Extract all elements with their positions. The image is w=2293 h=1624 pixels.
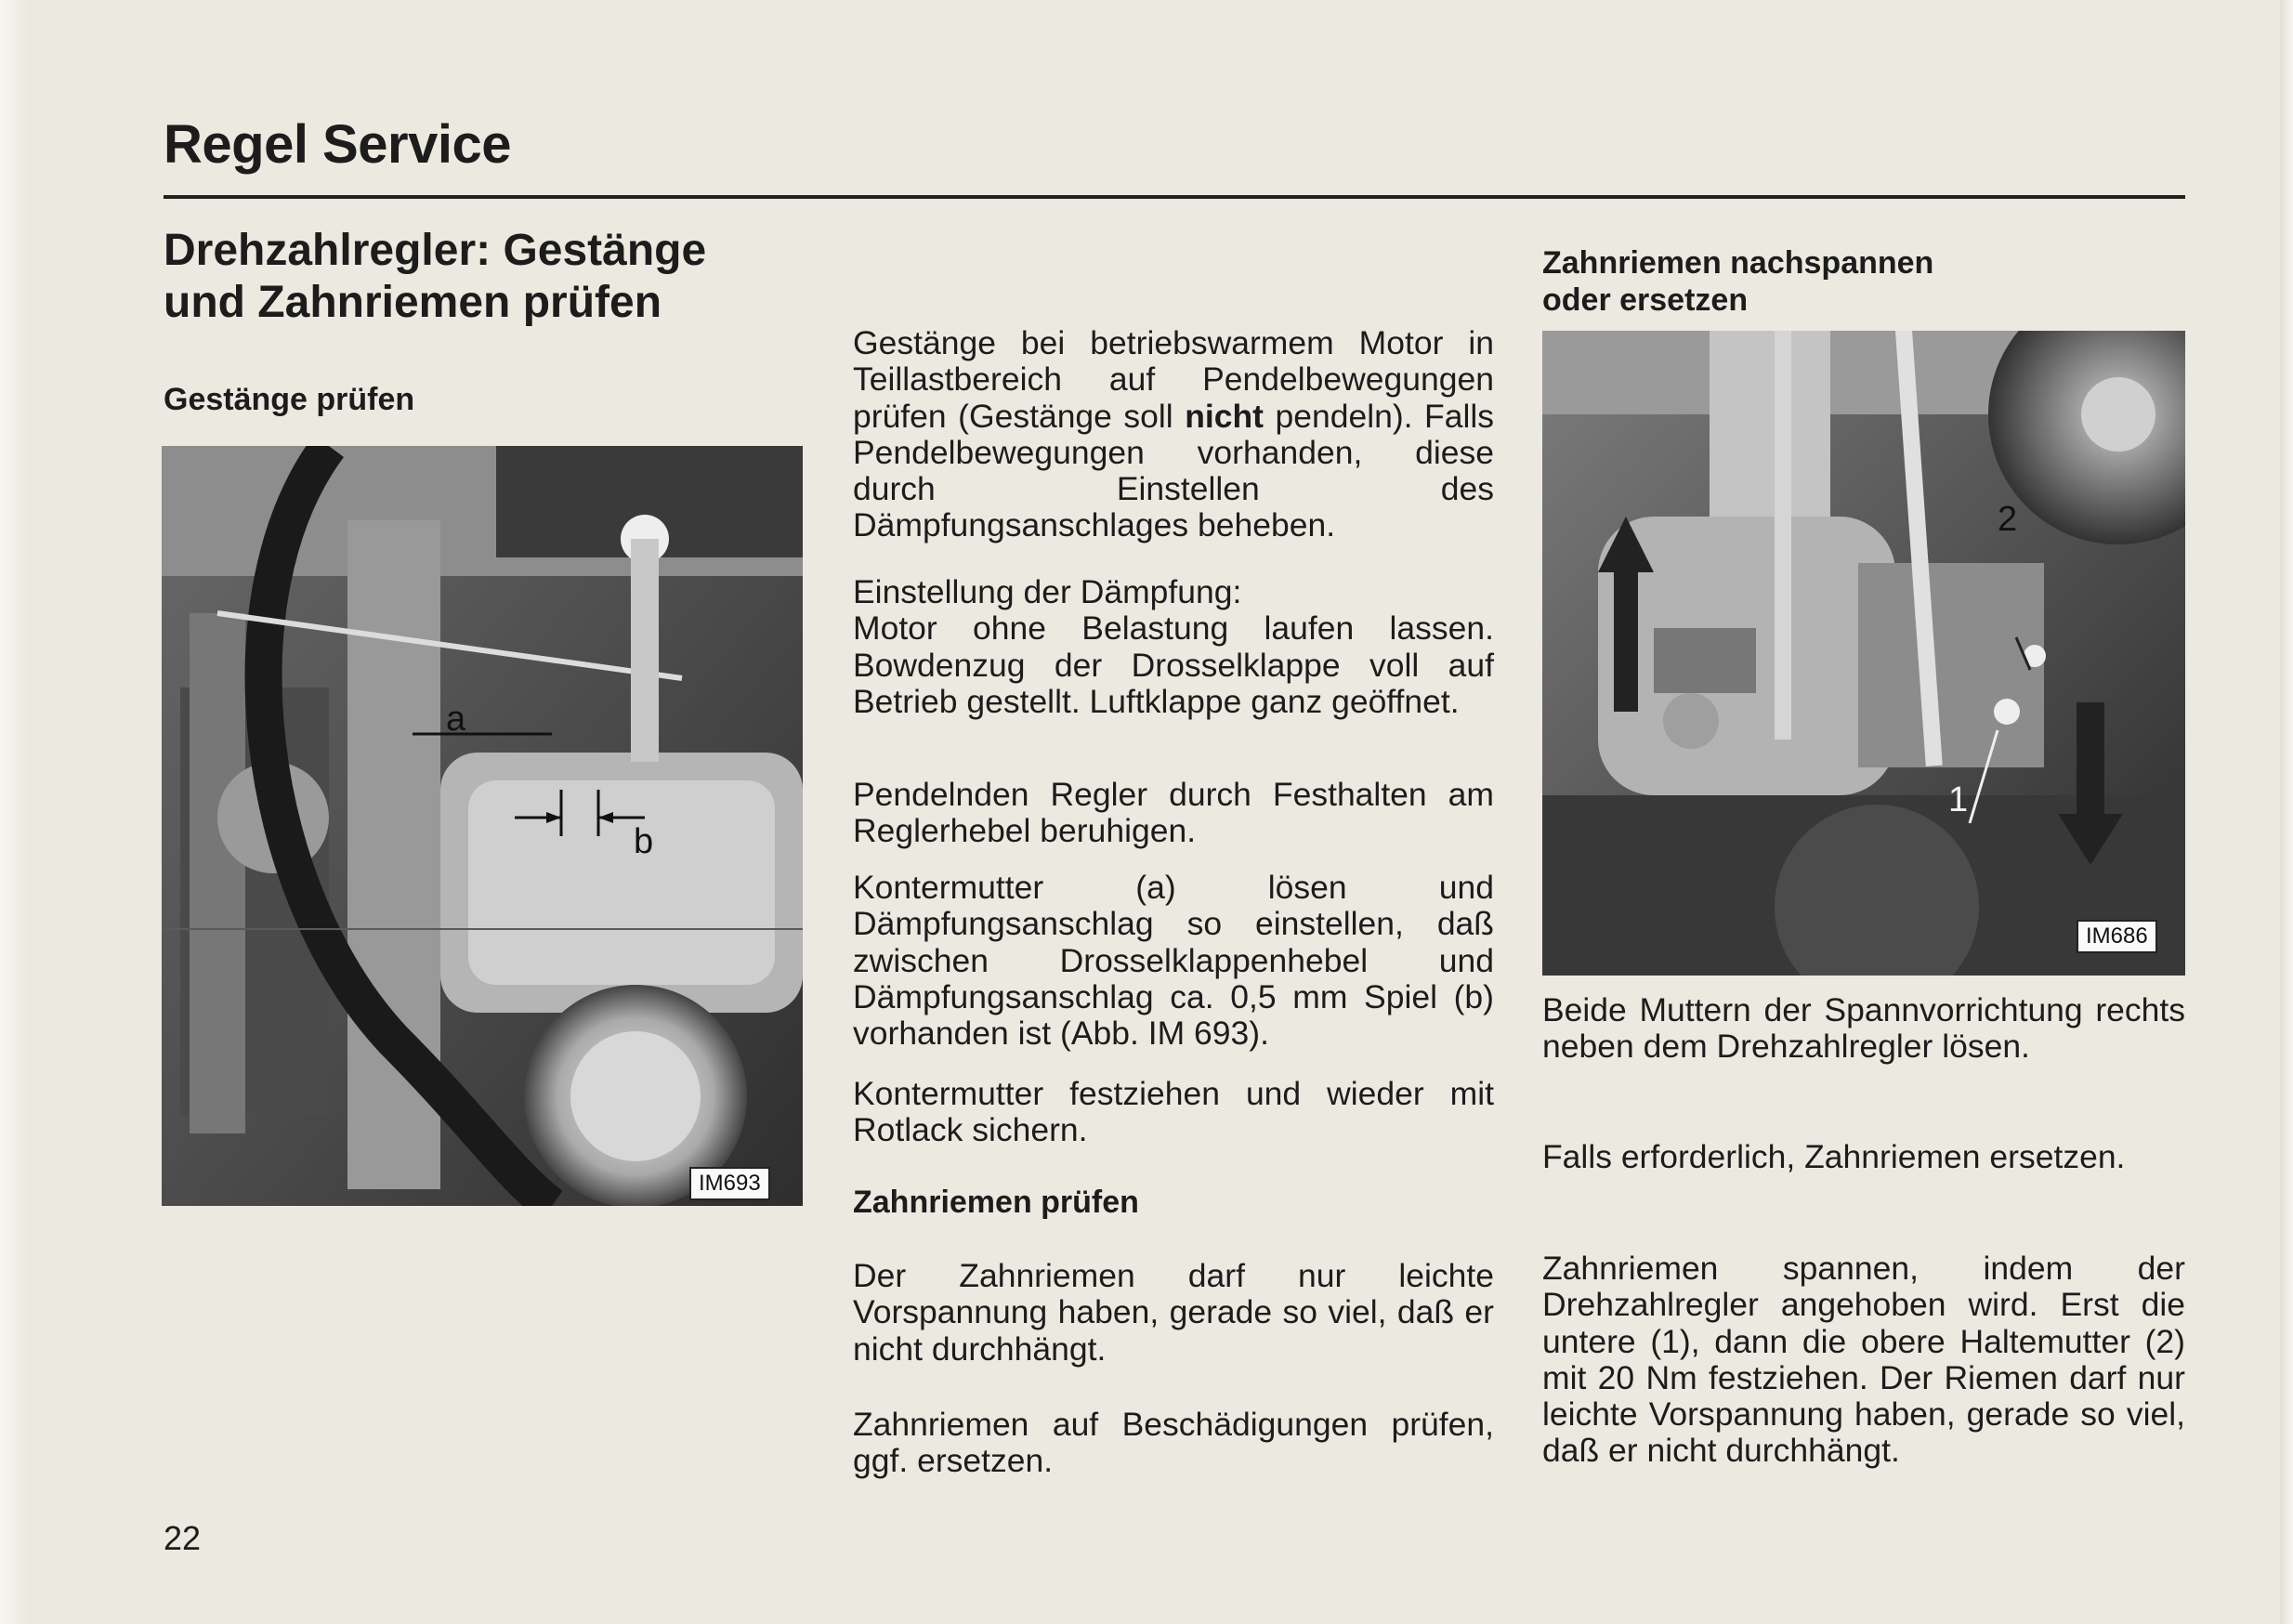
subheading-line2: oder ersetzen	[1542, 282, 1749, 318]
paragraph-muttern-loesen: Beide Muttern der Spannvorrichtung rechts neben dem Drehzahlregler lösen.	[1542, 991, 2185, 1066]
page-gutter	[0, 0, 30, 1624]
subheading-gestaenge: Gestänge prüfen	[164, 382, 415, 417]
page-title: Regel Service	[164, 114, 511, 175]
para1-text-a: Gestänge bei betriebswarmem Motor in Teillastbereich auf Pendelbewegungen prüfen (Gestänge soll	[853, 324, 1494, 435]
paragraph-kontermutter-festziehen: Kontermutter festziehen und wieder mit Rotlack sichern.	[853, 1075, 1494, 1149]
callout-b: b	[634, 822, 654, 861]
figure-label-im693: IM693	[689, 1167, 770, 1200]
figure-im686-photo	[1542, 331, 2185, 976]
paragraph-einstellung-daempfung	[853, 574, 1494, 720]
section-title	[164, 225, 814, 329]
figure-label-im686: IM686	[2077, 920, 2157, 953]
paragraph-zahnriemen-beschaedigung: Zahnriemen auf Beschädigungen prüfen, ggf. ersetzen.	[853, 1406, 1494, 1480]
page-edge	[2280, 0, 2293, 1624]
header-rule	[164, 195, 2185, 199]
paragraph-regler-beruhigen: Pendelnden Regler durch Festhalten am Reglerhebel beruhigen.	[853, 776, 1494, 850]
para2-heading-line: Einstellung der Dämpfung:	[853, 573, 1242, 610]
figure-im693-photo	[162, 446, 803, 1206]
callout-1: 1	[1948, 780, 1969, 819]
engine-linkage-illustration	[162, 446, 803, 1206]
paragraph-zahnriemen-ersetzen: Falls erforderlich, Zahnriemen ersetzen.	[1542, 1138, 2126, 1175]
subheading-line1: Zahnriemen nachspannen	[1542, 245, 1934, 281]
section-title-line2: und Zahnriemen prüfen	[164, 278, 662, 327]
belt-tensioner-illustration	[1542, 331, 2185, 976]
paragraph-gestaenge-pruefen	[853, 325, 1494, 544]
section-title-line1: Drehzahlregler: Gestänge	[164, 226, 707, 275]
callout-2: 2	[1998, 500, 2018, 539]
subheading-zahnriemen-nachspannen	[1542, 244, 1933, 319]
paragraph-zahnriemen-vorspannung: Der Zahnriemen darf nur leichte Vorspannung haben, gerade so viel, daß er nicht durchhängt.	[853, 1257, 1494, 1368]
callout-a: a	[446, 700, 466, 739]
paragraph-kontermutter-loesen: Kontermutter (a) lösen und Dämpfungsanschlag so einstellen, daß zwischen Drosselklappenhebel und Dämpfungsanschlag ca. 0,5 mm Spiel (b) vorhanden ist (Abb. IM 693).	[853, 869, 1494, 1053]
subheading-zahnriemen-pruefen: Zahnriemen prüfen	[853, 1185, 1139, 1220]
para1-text-b: pendeln). Falls Pendelbewegungen vorhanden, diese durch Einstellen des Dämpfungsanschlages beheben.	[853, 397, 1495, 544]
page-number: 22	[164, 1519, 202, 1557]
para1-bold: nicht	[1185, 397, 1264, 435]
para2-body: Motor ohne Belastung laufen lassen. Bowdenzug der Drosselklappe voll auf Betrieb gestellt. Luftklappe ganz geöffnet.	[853, 609, 1494, 720]
paragraph-zahnriemen-spannen: Zahnriemen spannen, indem der Drehzahlregler angehoben wird. Erst die untere (1), dann die obere Haltemutter (2) mit 20 Nm festziehen. Der Riemen darf nur leichte Vorspannung haben, gerade so viel, daß er nicht durchhängt.	[1542, 1250, 2185, 1470]
